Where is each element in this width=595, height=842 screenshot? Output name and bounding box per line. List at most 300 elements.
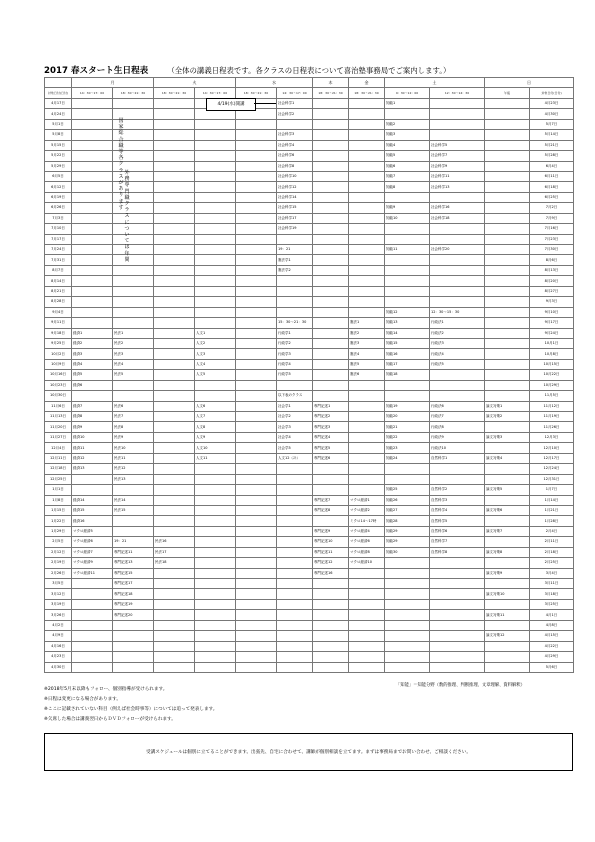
schedule-cell xyxy=(154,119,195,129)
schedule-cell xyxy=(154,224,195,234)
table-row xyxy=(45,568,574,578)
schedule-cell xyxy=(236,192,277,202)
schedule-cell xyxy=(485,464,530,474)
schedule-cell: マクロ経済2 xyxy=(349,505,385,515)
schedule-cell xyxy=(195,245,236,255)
schedule-cell xyxy=(313,318,349,328)
schedule-cell: 経済10 xyxy=(72,432,113,442)
schedule-cell xyxy=(195,224,236,234)
schedule-cell xyxy=(485,224,530,234)
schedule-cell xyxy=(72,589,113,599)
schedule-cell xyxy=(385,224,430,234)
schedule-cell xyxy=(72,391,113,401)
date-cell: 4月16日 xyxy=(45,641,72,651)
time-header: 18：30〜21：30 xyxy=(113,88,154,98)
schedule-cell xyxy=(236,151,277,161)
schedule-cell xyxy=(154,307,195,317)
schedule-cell xyxy=(385,286,430,296)
schedule-cell: 知能8 xyxy=(385,182,430,192)
schedule-cell xyxy=(485,537,530,547)
date-cell: 10月22日 xyxy=(530,370,574,380)
schedule-cell xyxy=(485,338,530,348)
schedule-cell xyxy=(385,109,430,119)
table-row xyxy=(45,485,574,495)
schedule-cell xyxy=(313,255,349,265)
note-item: ※日程は変更になる場合があります。 xyxy=(44,697,121,702)
schedule-cell: 憲法3 xyxy=(349,338,385,348)
schedule-cell xyxy=(430,474,485,484)
schedule-cell: 人文7 xyxy=(195,412,236,422)
schedule-cell xyxy=(485,276,530,286)
schedule-cell: 人文1 xyxy=(195,328,236,338)
schedule-cell: 社会科学12 xyxy=(277,182,313,192)
schedule-cell: 憲法2 xyxy=(349,328,385,338)
schedule-cell: 専門記述7 xyxy=(313,495,349,505)
table-row xyxy=(45,652,574,662)
date-cell: 8月27日 xyxy=(530,286,574,296)
schedule-cell: マクロ経済4 xyxy=(349,526,385,536)
schedule-cell: 経済7 xyxy=(72,401,113,411)
schedule-cell xyxy=(113,641,154,651)
schedule-cell: 専門記述6 xyxy=(313,453,349,463)
schedule-cell xyxy=(349,422,385,432)
table-row xyxy=(45,662,574,672)
schedule-cell: 社会科学4 xyxy=(277,140,313,150)
schedule-cell xyxy=(236,422,277,432)
date-cell: 1月8日 xyxy=(45,495,72,505)
schedule-cell xyxy=(154,213,195,223)
schedule-cell: 論文対策2 xyxy=(485,412,530,422)
schedule-cell: 自然科学2 xyxy=(430,485,485,495)
schedule-cell: 社会科学14 xyxy=(277,192,313,202)
table-row xyxy=(45,620,574,630)
schedule-cell: 行政法3 xyxy=(430,338,485,348)
schedule-cell: 知能5 xyxy=(385,151,430,161)
schedule-cell: マクロ経済9 xyxy=(72,558,113,568)
date-cell: 4月9日 xyxy=(45,631,72,641)
schedule-cell: 専門記述18 xyxy=(113,589,154,599)
schedule-cell xyxy=(430,391,485,401)
schedule-cell: マクロ経済10 xyxy=(349,558,385,568)
schedule-cell: 民法13 xyxy=(113,474,154,484)
schedule-cell xyxy=(349,161,385,171)
schedule-cell xyxy=(349,631,385,641)
schedule-cell: 人文6 xyxy=(195,401,236,411)
date-cell: 12月18日 xyxy=(45,464,72,474)
schedule-cell xyxy=(113,245,154,255)
schedule-cell xyxy=(72,599,113,609)
schedule-cell xyxy=(313,631,349,641)
schedule-cell xyxy=(485,182,530,192)
date-cell: 4月23日 xyxy=(45,652,72,662)
schedule-cell xyxy=(313,109,349,119)
schedule-cell xyxy=(113,631,154,641)
schedule-cell: 行政学1 xyxy=(277,328,313,338)
schedule-cell: 19：21 xyxy=(277,245,313,255)
schedule-cell: 知能22 xyxy=(385,432,430,442)
schedule-cell xyxy=(485,318,530,328)
schedule-cell: 行政学3 xyxy=(277,349,313,359)
date-cell: 7月9日 xyxy=(530,213,574,223)
schedule-cell xyxy=(485,140,530,150)
schedule-cell xyxy=(236,579,277,589)
schedule-cell xyxy=(485,422,530,432)
schedule-cell xyxy=(154,380,195,390)
notes-list xyxy=(44,685,384,725)
table-row xyxy=(45,401,574,411)
schedule-cell xyxy=(385,192,430,202)
schedule-cell xyxy=(113,98,154,108)
schedule-cell xyxy=(195,391,236,401)
schedule-cell xyxy=(313,307,349,317)
table-row xyxy=(45,359,574,369)
schedule-cell: 論文対策12 xyxy=(485,631,530,641)
day-header: 火 xyxy=(154,78,236,88)
schedule-cell xyxy=(236,171,277,181)
table-row xyxy=(45,265,574,275)
schedule-cell xyxy=(154,318,195,328)
schedule-cell: マクロ経済1 xyxy=(349,495,385,505)
table-row xyxy=(45,579,574,589)
table-row xyxy=(45,328,574,338)
schedule-cell xyxy=(385,620,430,630)
schedule-cell: 憲法5 xyxy=(349,359,385,369)
schedule-cell: 民法11 xyxy=(113,453,154,463)
note-item: ※欠席した場合は講義翌日からＤＶＤフォローが受けられます。 xyxy=(44,717,176,722)
table-row xyxy=(45,641,574,651)
table-row xyxy=(45,370,574,380)
schedule-cell: 憲法4 xyxy=(349,349,385,359)
date-cell: 7月17日 xyxy=(45,234,72,244)
schedule-cell xyxy=(485,151,530,161)
schedule-cell xyxy=(349,151,385,161)
schedule-cell xyxy=(277,505,313,515)
date-cell: 10月30日 xyxy=(45,391,72,401)
date-cell: 6月18日 xyxy=(530,182,574,192)
schedule-cell xyxy=(277,589,313,599)
schedule-cell xyxy=(313,391,349,401)
schedule-cell xyxy=(277,119,313,129)
schedule-cell: 知能20 xyxy=(385,412,430,422)
schedule-cell: 専門記述8 xyxy=(313,505,349,515)
schedule-cell xyxy=(349,662,385,672)
schedule-cell xyxy=(72,109,113,119)
schedule-cell: 経済14 xyxy=(72,495,113,505)
schedule-cell xyxy=(349,474,385,484)
schedule-cell xyxy=(485,391,530,401)
schedule-cell xyxy=(236,568,277,578)
date-cell: 7月31日 xyxy=(45,255,72,265)
schedule-cell xyxy=(195,526,236,536)
schedule-cell: 民法1 xyxy=(113,328,154,338)
date-cell: 8月13日 xyxy=(530,265,574,275)
schedule-cell: マクロ経済7 xyxy=(72,547,113,557)
schedule-cell: 行政学5 xyxy=(277,370,313,380)
time-header: 18：30〜21：30 xyxy=(154,88,195,98)
schedule-cell xyxy=(154,443,195,453)
date-cell: 3月5日 xyxy=(45,579,72,589)
schedule-cell xyxy=(236,401,277,411)
schedule-cell: 民法7 xyxy=(113,412,154,422)
schedule-cell xyxy=(430,652,485,662)
date-cell: 9月3日 xyxy=(530,297,574,307)
schedule-cell xyxy=(430,579,485,589)
date-cell: 11月27日 xyxy=(45,432,72,442)
schedule-cell xyxy=(349,286,385,296)
schedule-cell: 民法6 xyxy=(113,401,154,411)
schedule-cell xyxy=(195,568,236,578)
schedule-cell: 専門記述2 xyxy=(313,412,349,422)
schedule-cell xyxy=(313,338,349,348)
schedule-cell: 社会学1 xyxy=(277,401,313,411)
schedule-cell xyxy=(195,537,236,547)
schedule-cell xyxy=(349,464,385,474)
schedule-cell xyxy=(485,652,530,662)
schedule-cell xyxy=(349,589,385,599)
date-cell: 8月28日 xyxy=(45,297,72,307)
time-header: 18：30〜21：30 xyxy=(313,88,349,98)
schedule-cell xyxy=(313,652,349,662)
schedule-cell xyxy=(349,620,385,630)
schedule-cell: 社会学2 xyxy=(277,412,313,422)
schedule-cell xyxy=(236,297,277,307)
schedule-cell xyxy=(313,328,349,338)
schedule-cell xyxy=(349,641,385,651)
schedule-cell xyxy=(195,318,236,328)
schedule-cell: 論文対策7 xyxy=(485,526,530,536)
schedule-cell xyxy=(349,130,385,140)
schedule-cell xyxy=(195,610,236,620)
schedule-cell: 知能7 xyxy=(385,171,430,181)
schedule-cell xyxy=(154,245,195,255)
schedule-cell: 行政法4 xyxy=(430,349,485,359)
day-header: 月 xyxy=(72,78,154,88)
schedule-cell xyxy=(236,453,277,463)
schedule-cell xyxy=(349,485,385,495)
schedule-cell: マクロ経済6 xyxy=(349,537,385,547)
schedule-cell: 社会科学6 xyxy=(277,151,313,161)
table-row xyxy=(45,297,574,307)
schedule-cell xyxy=(236,307,277,317)
schedule-cell: 民法5 xyxy=(113,370,154,380)
date-cell: 11月13日 xyxy=(45,412,72,422)
schedule-cell xyxy=(72,203,113,213)
schedule-cell: 人文9 xyxy=(195,432,236,442)
date-cell: 4月23日 xyxy=(530,98,574,108)
schedule-cell xyxy=(195,182,236,192)
schedule-cell xyxy=(485,130,530,140)
schedule-cell xyxy=(236,328,277,338)
schedule-cell xyxy=(154,485,195,495)
date-cell: 6月12日 xyxy=(45,182,72,192)
schedule-cell xyxy=(72,171,113,181)
schedule-cell xyxy=(485,171,530,181)
schedule-cell xyxy=(385,474,430,484)
schedule-cell: 経済1 xyxy=(72,328,113,338)
schedule-cell: 知能15 xyxy=(385,338,430,348)
schedule-cell: 専門記述4 xyxy=(313,432,349,442)
schedule-cell xyxy=(385,579,430,589)
date-cell: 9月24日 xyxy=(530,328,574,338)
date-cell: 8月7日 xyxy=(45,265,72,275)
date-cell: 12月24日 xyxy=(530,464,574,474)
schedule-cell: 専門記述11 xyxy=(113,547,154,557)
schedule-cell: 知能2 xyxy=(385,119,430,129)
schedule-cell xyxy=(154,349,195,359)
schedule-cell xyxy=(485,234,530,244)
time-header: 12：30〜14：30 xyxy=(430,88,485,98)
date-cell: 9月18日 xyxy=(45,328,72,338)
schedule-cell xyxy=(485,641,530,651)
schedule-cell xyxy=(72,276,113,286)
schedule-cell xyxy=(430,589,485,599)
date-cell: 5月14日 xyxy=(530,130,574,140)
schedule-cell xyxy=(154,610,195,620)
schedule-cell xyxy=(236,380,277,390)
schedule-cell xyxy=(195,203,236,213)
schedule-cell xyxy=(430,286,485,296)
date-cell: 4月2日 xyxy=(45,620,72,630)
schedule-cell: 知能10 xyxy=(385,213,430,223)
date-cell: 6月11日 xyxy=(530,171,574,181)
schedule-cell xyxy=(485,245,530,255)
schedule-cell xyxy=(430,98,485,108)
schedule-cell xyxy=(236,641,277,651)
schedule-cell: 自然科学7 xyxy=(430,537,485,547)
schedule-cell xyxy=(277,526,313,536)
schedule-cell xyxy=(349,412,385,422)
time-header: 14：30〜17：00 xyxy=(72,88,113,98)
schedule-cell xyxy=(154,391,195,401)
schedule-cell: 知能30 xyxy=(385,547,430,557)
schedule-cell: 自然科学8 xyxy=(430,547,485,557)
schedule-cell: 行政法10 xyxy=(430,443,485,453)
schedule-cell xyxy=(313,182,349,192)
schedule-cell: 自然科学1 xyxy=(430,453,485,463)
schedule-cell xyxy=(154,495,195,505)
schedule-cell: 社会科学1 xyxy=(277,98,313,108)
schedule-cell: 人文5 xyxy=(195,370,236,380)
schedule-cell xyxy=(236,370,277,380)
schedule-cell xyxy=(154,192,195,202)
day-header: 水 xyxy=(236,78,313,88)
date-cell: 12月17日 xyxy=(530,453,574,463)
table-row xyxy=(45,547,574,557)
date-cell: 10月2日 xyxy=(45,349,72,359)
schedule-cell: マクロ経済5 xyxy=(72,526,113,536)
schedule-cell xyxy=(313,359,349,369)
schedule-cell: 論文対策11 xyxy=(485,610,530,620)
schedule-cell: 自然科学4 xyxy=(430,505,485,515)
schedule-cell: 専門記述15 xyxy=(113,568,154,578)
schedule-cell xyxy=(236,140,277,150)
schedule-cell: 民法9 xyxy=(113,432,154,442)
schedule-cell xyxy=(236,631,277,641)
date-cell: 4月30日 xyxy=(45,662,72,672)
schedule-cell: 民法12 xyxy=(113,464,154,474)
schedule-cell: 専門記述10 xyxy=(313,537,349,547)
date-cell: 12月31日 xyxy=(530,474,574,484)
schedule-cell xyxy=(113,526,154,536)
schedule-cell xyxy=(154,98,195,108)
schedule-cell xyxy=(313,213,349,223)
schedule-cell xyxy=(485,380,530,390)
schedule-cell xyxy=(154,234,195,244)
schedule-cell xyxy=(113,318,154,328)
date-cell: 10月8日 xyxy=(530,349,574,359)
schedule-cell xyxy=(236,432,277,442)
schedule-cell xyxy=(236,547,277,557)
schedule-cell xyxy=(113,297,154,307)
schedule-cell: 行政法7 xyxy=(430,412,485,422)
schedule-cell xyxy=(277,641,313,651)
time-header-row xyxy=(45,88,574,98)
date-cell: 5月6日 xyxy=(530,662,574,672)
schedule-cell xyxy=(113,213,154,223)
schedule-cell xyxy=(236,412,277,422)
schedule-cell xyxy=(277,579,313,589)
date-cell: 8月6日 xyxy=(530,255,574,265)
schedule-cell xyxy=(113,620,154,630)
schedule-cell xyxy=(154,151,195,161)
schedule-cell xyxy=(236,464,277,474)
schedule-cell xyxy=(236,610,277,620)
date-cell: 4月17日 xyxy=(45,98,72,108)
schedule-cell xyxy=(195,265,236,275)
schedule-cell xyxy=(277,495,313,505)
schedule-cell: 論文対策5 xyxy=(485,485,530,495)
schedule-cell xyxy=(154,140,195,150)
schedule-cell xyxy=(195,171,236,181)
vertical-note-2: 外務専門職クラスについては年間 xyxy=(124,170,130,263)
schedule-cell xyxy=(485,328,530,338)
date-cell: 1月29日 xyxy=(45,526,72,536)
schedule-cell xyxy=(236,662,277,672)
schedule-cell: マクロ経済8 xyxy=(349,547,385,557)
schedule-cell xyxy=(277,537,313,547)
schedule-cell xyxy=(195,380,236,390)
schedule-cell xyxy=(236,391,277,401)
schedule-cell xyxy=(236,119,277,129)
schedule-cell: 社会科学10 xyxy=(277,171,313,181)
schedule-cell xyxy=(72,224,113,234)
date-cell: 6月5日 xyxy=(45,171,72,181)
schedule-cell xyxy=(349,401,385,411)
schedule-cell: 論文対策8 xyxy=(485,547,530,557)
date-cell: 7月24日 xyxy=(45,245,72,255)
schedule-cell xyxy=(154,516,195,526)
table-row xyxy=(45,537,574,547)
schedule-cell: 人文3 xyxy=(195,349,236,359)
schedule-cell xyxy=(313,140,349,150)
schedule-cell xyxy=(313,516,349,526)
schedule-cell xyxy=(485,495,530,505)
schedule-cell xyxy=(72,652,113,662)
schedule-cell: 専門記述12 xyxy=(313,558,349,568)
schedule-cell xyxy=(313,297,349,307)
schedule-cell xyxy=(195,495,236,505)
schedule-cell xyxy=(313,192,349,202)
schedule-cell xyxy=(430,192,485,202)
schedule-cell xyxy=(349,140,385,150)
schedule-cell xyxy=(277,631,313,641)
schedule-cell xyxy=(113,516,154,526)
schedule-cell: 知能28 xyxy=(385,516,430,526)
date-cell: 12月25日 xyxy=(45,474,72,484)
schedule-cell xyxy=(313,245,349,255)
table-row xyxy=(45,98,574,108)
schedule-cell xyxy=(485,265,530,275)
